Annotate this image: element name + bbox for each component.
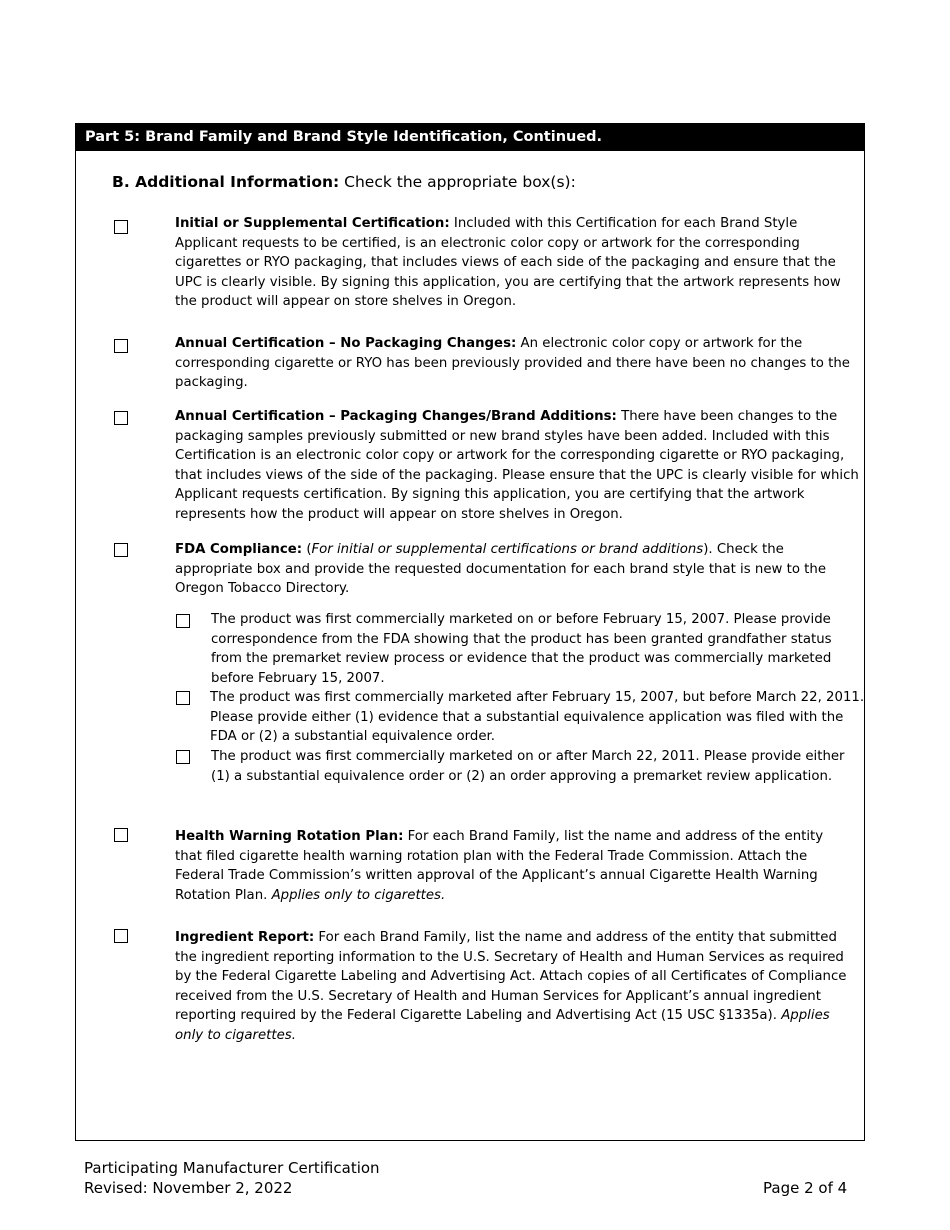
annual-changes-text — [175, 407, 865, 525]
fda-compliance-text — [175, 540, 845, 599]
ingredient-report-checkbox[interactable] — [114, 929, 128, 943]
annual-no-changes-checkbox[interactable] — [114, 339, 128, 353]
health-warning-checkbox[interactable] — [114, 828, 128, 842]
fda-compliance-post: ). Check the appropriate box and provide the requested documentation for each brand style that is new to the Oregon Tobacco Directory. — [175, 542, 827, 597]
annual-no-changes-title: Annual Certification – No Packaging Changes: — [175, 336, 517, 351]
initial-certification-checkbox[interactable] — [114, 220, 128, 234]
health-warning-title: Health Warning Rotation Plan: — [175, 829, 404, 844]
footer-page-number: Page 2 of 4 — [763, 1179, 848, 1197]
fda-compliance-italic: For initial or supplemental certifications or brand additions — [311, 542, 704, 557]
annual-changes-checkbox[interactable] — [114, 411, 128, 425]
footer-form-name: Participating Manufacturer Certification — [84, 1159, 380, 1177]
footer-revised: Revised: November 2, 2022 — [84, 1179, 293, 1197]
health-warning-body: For each Brand Family, list the name and address of the entity that filed cigarette health warning rotation plan with the Federal Trade Commission. Attach the Federal Trade Commission’s written approval of the Applicant’s annual Cigarette Health Warning Rotation Plan. — [175, 829, 824, 903]
section-title — [112, 173, 576, 191]
fda-after-2011-text: The product was first commercially marketed on or after March 22, 2011. Please provide either (1) a substantial equivalence order or (2) an order approving a premarket review application. — [211, 749, 845, 784]
annual-no-changes-body: An electronic color copy or artwork for the corresponding cigarette or RYO has been previously provided and there have been no changes to the packaging. — [175, 336, 850, 391]
form-frame — [75, 123, 865, 1141]
annual-no-changes-text — [175, 334, 855, 393]
fda-after-2011-checkbox[interactable] — [176, 750, 190, 764]
fda-2007-2011-checkbox[interactable] — [176, 691, 190, 705]
fda-before-2007-checkbox[interactable] — [176, 614, 190, 628]
ingredient-report-title: Ingredient Report: — [175, 930, 315, 945]
fda-compliance-pre: ( — [302, 542, 312, 557]
initial-certification-title: Initial or Supplemental Certification: — [175, 216, 450, 231]
health-warning-note: Applies only to cigarettes. — [271, 887, 446, 903]
fda-compliance-checkbox[interactable] — [114, 543, 128, 557]
annual-changes-title: Annual Certification – Packaging Changes/Brand Additions: — [175, 409, 617, 424]
ingredient-report-text — [175, 928, 855, 1046]
health-warning-text — [175, 827, 845, 905]
fda-before-2007-text: The product was first commercially marketed on or before February 15, 2007. Please provide correspondence from the FDA showing that the product has been granted grandfather status from the premarket review process or evidence that the product was commercially marketed before February 15, 2007. — [211, 612, 832, 686]
annual-changes-body: There have been changes to the packaging samples previously submitted or new brand styles have been added. Included with this Certification is an electronic color copy or artwork for the corresponding cigarette or RYO packaging, that includes views of the side of the packaging. Please ensure that the UPC is clearly visible for which Applicant requests certification. By signing this application, you are certifying that the artwork represents how the product will appear on store shelves in Oregon. — [175, 409, 859, 522]
section-label: B. Additional Information: — [112, 173, 340, 191]
initial-certification-body: Included with this Certification for each Brand Style Applicant requests to be certified, is an electronic color copy or artwork for the corresponding cigarettes or RYO packaging, that includes views of each side of the packaging and ensure that the UPC is clearly visible. By signing this application, you are certifying that the artwork represents how the product will appear on store shelves in Oregon. — [175, 216, 841, 310]
part-header: Part 5: Brand Family and Brand Style Identification, Continued. — [76, 124, 864, 151]
ingredient-report-note: Applies only to cigarettes. — [175, 1008, 830, 1043]
section-instruction: Check the appropriate box(s): — [339, 173, 576, 191]
fda-2007-2011-text: The product was first commercially marketed after February 15, 2007, but before March 22, 2011. Please provide either (1) evidence that a substantial equivalence application was filed with the FDA or (2) a substantial equivalence order. — [210, 690, 865, 745]
fda-compliance-title: FDA Compliance: — [175, 542, 303, 557]
ingredient-report-body: For each Brand Family, list the name and address of the entity that submitted the ingredient reporting information to the U.S. Secretary of Health and Human Services as required by the Federal Cigarette Labeling and Advertising Act. Attach copies of all Certificates of Compliance received from the U.S. Secretary of Health and Human Services for Applicant’s annual ingredient reporting required by the Federal Cigarette Labeling and Advertising Act (15 USC §1335a). — [175, 930, 847, 1024]
initial-certification-text — [175, 214, 855, 312]
